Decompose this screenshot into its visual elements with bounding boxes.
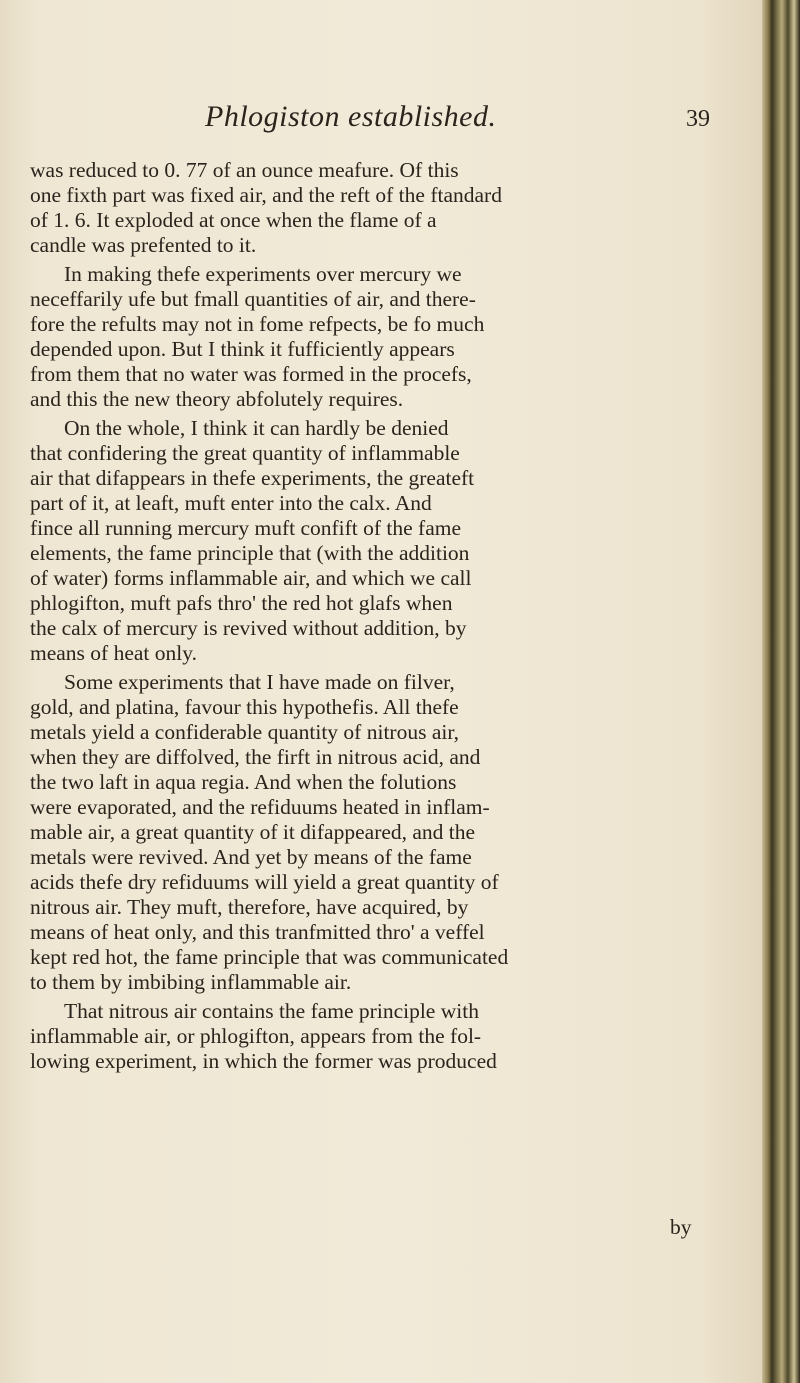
text-line: depended upon. But I think it fufficiently appears bbox=[30, 337, 455, 361]
text-line: of 1. 6. It exploded at once when the flame of a bbox=[30, 208, 437, 232]
text-line: lowing experiment, in which the former was produced bbox=[30, 1049, 497, 1073]
running-title: Phlogiston established. bbox=[205, 100, 497, 133]
text-line: metals yield a confiderable quantity of nitrous air, bbox=[30, 720, 460, 744]
text-line: air that difappears in thefe experiments, the greateft bbox=[30, 466, 475, 490]
text-line: kept red hot, the fame principle that was communicated bbox=[30, 945, 509, 969]
text-line: when they are diffolved, the firft in nitrous acid, and bbox=[30, 745, 481, 769]
text-line: and this the new theory abfolutely requires. bbox=[30, 387, 404, 411]
text-line: means of heat only. bbox=[30, 641, 197, 665]
text-line: were evaporated, and the refiduums heated in inflam- bbox=[30, 795, 490, 819]
text-line: fore the refults may not in fome refpects, be fo much bbox=[30, 312, 485, 336]
text-line: part of it, at leaft, muft enter into the calx. And bbox=[30, 491, 432, 515]
body-text bbox=[30, 158, 725, 1074]
text-line: mable air, a great quantity of it difappeared, and the bbox=[30, 820, 476, 844]
text-line: metals were revived. And yet by means of the fame bbox=[30, 845, 472, 869]
paragraph-start-line: In making thefe experiments over mercury we bbox=[64, 262, 462, 286]
text-line: acids thefe dry refiduums will yield a great quantity of bbox=[30, 870, 499, 894]
text-line: nitrous air. They muft, therefore, have acquired, by bbox=[30, 895, 469, 919]
text-line: of water) forms inflammable air, and which we call bbox=[30, 566, 472, 590]
text-line: gold, and platina, favour this hypothefis. All thefe bbox=[30, 695, 459, 719]
text-line: one fixth part was fixed air, and the reft of the ftandard bbox=[30, 183, 502, 207]
paragraph-start-line: On the whole, I think it can hardly be denied bbox=[64, 416, 449, 440]
text-line: the calx of mercury is revived without addition, by bbox=[30, 616, 467, 640]
paragraph-start-line: Some experiments that I have made on filver, bbox=[64, 670, 455, 694]
text-line: that confidering the great quantity of inflammable bbox=[30, 441, 460, 465]
text-line: the two laft in aqua regia. And when the folutions bbox=[30, 770, 457, 794]
page-number: 39 bbox=[686, 106, 710, 132]
catchword: by bbox=[670, 1215, 692, 1239]
paragraph-start-line: That nitrous air contains the fame principle with bbox=[64, 999, 479, 1023]
text-line: to them by imbibing inflammable air. bbox=[30, 970, 352, 994]
text-line: was reduced to 0. 77 of an ounce meafure. Of this bbox=[30, 158, 459, 182]
text-line: means of heat only, and this tranfmitted thro' a veffel bbox=[30, 920, 485, 944]
page-header bbox=[90, 100, 710, 140]
text-line: neceffarily ufe but fmall quantities of air, and there- bbox=[30, 287, 476, 311]
text-line: fince all running mercury muft confift of the fame bbox=[30, 516, 462, 540]
page-binding-edge bbox=[762, 0, 800, 1383]
text-line: phlogifton, muft pafs thro' the red hot glafs when bbox=[30, 591, 453, 615]
text-line: elements, the fame principle that (with the addition bbox=[30, 541, 470, 565]
text-line: candle was prefented to it. bbox=[30, 233, 257, 257]
text-line: from them that no water was formed in the procefs, bbox=[30, 362, 472, 386]
text-line: inflammable air, or phlogifton, appears from the fol- bbox=[30, 1024, 482, 1048]
